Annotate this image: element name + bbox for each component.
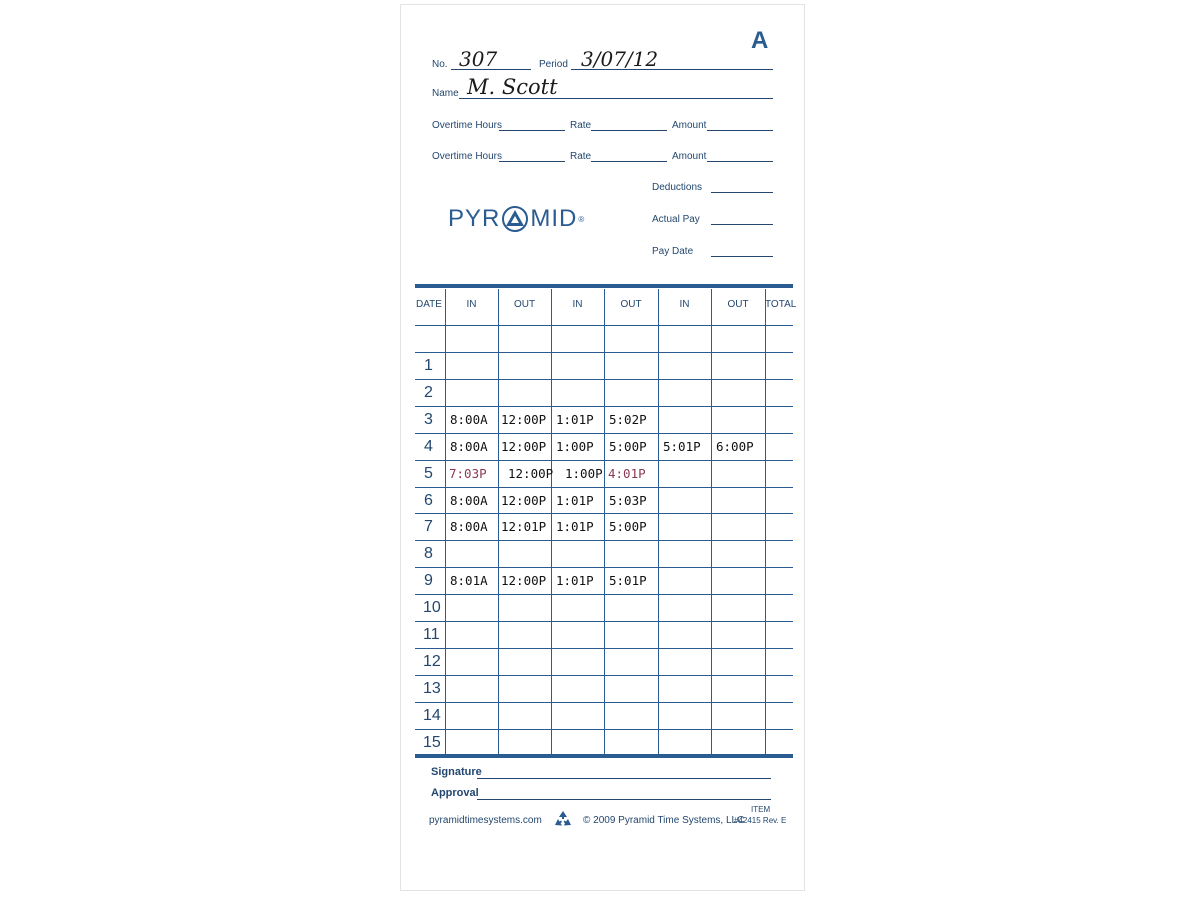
punch-time: 7:03P [449, 465, 487, 481]
no-label: No. [432, 59, 448, 70]
day-number: 4 [424, 437, 433, 455]
row-divider [415, 702, 793, 703]
table-top-bar [415, 284, 793, 288]
punch-time: 12:00P [501, 411, 547, 427]
signature-label: Signature [431, 766, 482, 778]
row-divider [415, 379, 793, 380]
punch-time: 8:00A [450, 492, 488, 508]
overtime-hours-label-2: Overtime Hours [432, 151, 503, 162]
item-label: ITEM [751, 805, 771, 814]
website-text: pyramidtimesystems.com [429, 815, 542, 826]
punch-time: 12:00P [508, 465, 554, 481]
column-divider [765, 289, 766, 755]
logo-text-right: MID [530, 205, 578, 232]
amount-field-1[interactable] [707, 130, 773, 131]
period-label: Period [539, 59, 568, 70]
row-divider [415, 567, 793, 568]
column-divider [604, 289, 605, 755]
row-divider [415, 433, 793, 434]
logo-tm: ® [578, 214, 586, 224]
punch-time: 8:00A [450, 519, 488, 535]
item-number: #42415 Rev. E [734, 816, 787, 825]
rate-label-1: Rate [570, 120, 592, 131]
row-divider [415, 352, 793, 353]
col-header-total: TOTAL [765, 299, 797, 310]
punch-time: 12:00P [501, 573, 547, 589]
punch-time: 1:00P [556, 438, 594, 454]
deductions-field[interactable] [711, 192, 773, 193]
copyright-text: © 2009 Pyramid Time Systems, LLC [583, 815, 745, 826]
name-label: Name [432, 88, 459, 99]
day-number: 8 [424, 545, 433, 563]
time-card [400, 4, 805, 891]
day-number: 15 [423, 733, 441, 751]
amount-label-1: Amount [672, 120, 707, 131]
row-divider [415, 729, 793, 730]
column-divider [498, 289, 499, 755]
column-divider [711, 289, 712, 755]
day-number: 2 [424, 383, 433, 401]
col-header-date: DATE [416, 299, 442, 310]
day-number: 1 [424, 357, 433, 374]
amount-field-2[interactable] [707, 161, 773, 162]
day-number: 3 [424, 410, 433, 428]
punch-table [415, 289, 797, 755]
pyramid-logo [448, 205, 585, 233]
punch-time: 5:00P [609, 519, 647, 535]
punch-time: 1:01P [556, 411, 594, 427]
punch-time: 1:01P [556, 492, 594, 508]
day-number: 9 [424, 572, 433, 590]
col-header-in-3: IN [679, 299, 690, 310]
col-header-in-2: IN [572, 299, 583, 310]
column-divider [658, 289, 659, 755]
punch-time: 1:01P [556, 573, 594, 589]
approval-label: Approval [431, 787, 479, 799]
col-header-out-2: OUT [620, 299, 642, 310]
pyramid-a-icon [502, 206, 528, 232]
day-number: 13 [423, 679, 441, 697]
col-header-out-3: OUT [727, 299, 749, 310]
punch-time: 6:00P [716, 438, 754, 454]
row-divider [415, 460, 793, 461]
col-header-out-1: OUT [513, 299, 536, 310]
punch-time: 4:01P [608, 465, 646, 481]
punch-time: 5:00P [609, 438, 647, 454]
punch-time: 8:00A [450, 411, 488, 427]
punch-time: 12:00P [501, 438, 547, 454]
day-number: 10 [423, 599, 441, 617]
row-divider [415, 325, 793, 326]
overtime-hours-label-1: Overtime Hours [432, 120, 503, 131]
version-letter: A [751, 27, 769, 54]
row-divider [415, 540, 793, 541]
day-number: 12 [423, 652, 441, 670]
period-value[interactable]: 3/07/12 [581, 47, 659, 71]
punch-time: 5:02P [609, 411, 647, 427]
overtime-hours-field-2[interactable] [499, 161, 565, 162]
col-header-in-1: IN [466, 299, 477, 310]
punch-time: 8:01A [450, 573, 488, 589]
punch-time: 1:00P [565, 465, 603, 481]
punch-time: 5:01P [663, 438, 701, 454]
rate-label-2: Rate [570, 151, 592, 162]
row-divider [415, 406, 793, 407]
amount-label-2: Amount [672, 151, 707, 162]
signature-field[interactable] [477, 778, 771, 779]
row-divider [415, 487, 793, 488]
pay-date-label: Pay Date [652, 246, 694, 257]
logo-text-left: PYR [448, 205, 501, 232]
column-divider [551, 289, 552, 755]
row-divider [415, 621, 793, 622]
pay-date-field[interactable] [711, 256, 773, 257]
day-number: 6 [424, 491, 433, 509]
row-divider [415, 594, 793, 595]
punch-time: 12:01P [501, 519, 547, 535]
actual-pay-label: Actual Pay [652, 214, 700, 225]
row-divider [415, 513, 793, 514]
punch-time: 12:00P [501, 492, 547, 508]
punch-time: 5:03P [609, 492, 647, 508]
actual-pay-field[interactable] [711, 224, 773, 225]
recycle-icon [553, 810, 573, 828]
punch-time: 1:01P [556, 519, 594, 535]
employee-name[interactable]: M. Scott [467, 75, 558, 99]
rate-field-1[interactable] [591, 130, 667, 131]
row-divider [415, 648, 793, 649]
approval-field[interactable] [477, 799, 771, 800]
row-divider [415, 675, 793, 676]
card-number[interactable]: 307 [459, 47, 498, 71]
day-number: 11 [423, 626, 440, 643]
column-divider [445, 289, 446, 755]
deductions-label: Deductions [652, 182, 703, 193]
punch-time: 5:01P [609, 573, 647, 589]
punch-time: 8:00A [450, 438, 488, 454]
overtime-hours-field-1[interactable] [499, 130, 565, 131]
day-number: 14 [423, 706, 441, 724]
rate-field-2[interactable] [591, 161, 667, 162]
day-number: 7 [424, 518, 433, 536]
day-number: 5 [424, 464, 433, 482]
